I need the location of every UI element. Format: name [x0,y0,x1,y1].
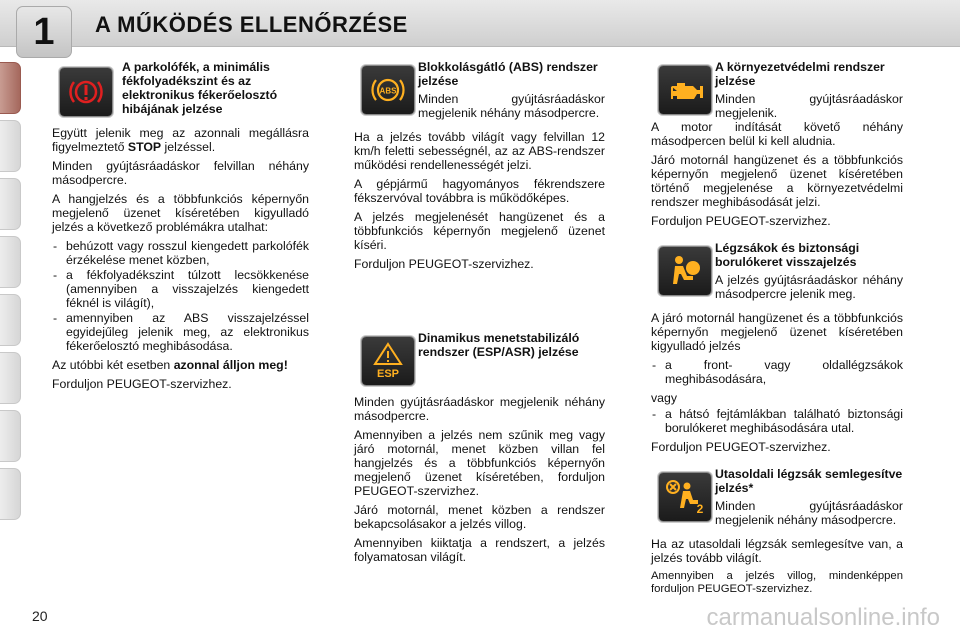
svg-text:ESP: ESP [376,368,400,380]
section-title: Blokkolásgátló (ABS) rendszer jelzése [418,60,598,88]
svg-text:2: 2 [696,502,704,516]
page-title: A MŰKÖDÉS ELLENŐRZÉSE [95,12,408,37]
page-number: 20 [32,608,48,624]
section-title: A környezetvédelmi rendszer jelzése [715,60,885,88]
section-intro: A jelzés gyújtásráadáskor néhány másodpercre jelenik meg. [715,273,903,301]
svg-text:ABS: ABS [379,86,397,96]
watermark-text: carmanualsonline.info [706,604,940,631]
paragraph: Minden gyújtásráadáskor felvillan néhány másodpercre. [52,159,309,187]
paragraph: A járó motornál hangüzenet és a többfunkciós képernyőn megjelenő üzenet kíséretében kigyulladó jelzés [651,311,903,353]
column-parking-brake [52,60,309,396]
list-item: - a front- vagy oldallégzsákok meghibásodására, [651,358,903,386]
section-header-parking-brake [52,60,309,126]
section-title: Utasoldali légzsák semlegesítve jelzés* [715,467,903,495]
paragraph: Forduljon PEUGEOT-szervizhez. [354,257,534,271]
paragraph: Járó motornál hangüzenet és a többfunkciós képernyőn megjelenő üzenet kíséretében történő megjelenése a környezetvédelmi rendszer meghibásodását jelzi. [651,153,903,209]
list-item: - behúzott vagy rosszul kiengedett parkolófék érzékelése menet közben, [52,239,309,267]
section-title: Légzsákok és biztonsági borulókeret visszajelzés [715,241,860,269]
esp-warning-icon [362,337,414,385]
list-item: - a fékfolyadékszint túlzott lecsökkenése (amennyiben a visszajelzés kiengedett féknél is világít), [52,268,309,310]
section-intro: Minden gyújtásráadáskor megjelenik néhány másodpercre. [715,499,903,527]
paragraph: A motor indítását követő néhány másodpercen belül ki kell aludnia. [651,120,903,148]
list-item: - amennyiben az ABS visszajelzéssel egyidejűleg jelenik meg, az elektronikus fékerőelosztó meghibásodása. [52,311,309,353]
paragraph: vagy [651,391,677,405]
problem-list [52,239,309,353]
paragraph: Járó motornál, menet közben a rendszer bekapcsolásakor a jelzés villog. [354,503,605,531]
side-tab[interactable] [0,352,21,404]
paragraph: A hangjelzés és a többfunkciós képernyőn megjelenő üzenet kíséretében kigyulladó jelzés a következő problémákra utalhat: [52,192,309,234]
abs-warning-icon [362,66,414,114]
airbag-list-2 [651,407,903,435]
paragraph: Együtt jelenik meg az azonnali megállásra figyelmeztető STOP jelzéssel. [52,126,309,154]
side-tab[interactable] [0,410,21,462]
stop-keyword: STOP [127,140,162,154]
parking-brake-warning-icon [60,68,112,116]
note-paragraph: Amennyiben a jelzés villog, mindenképpen forduljon PEUGEOT-szervizhez. [651,570,903,595]
section-header-abs [354,60,605,130]
passenger-airbag-off-icon [659,473,711,521]
section-title: A parkolófék, a minimális fékfolyadékszint és az elektronikus fékerőelosztó hibájának jelzése [122,60,278,116]
paragraph: Az utóbbi két esetben azonnal álljon meg! [52,358,288,372]
chapter-side-tabs [0,62,22,526]
side-tab-chapter-1[interactable] [0,62,21,114]
section-header-env [651,60,903,120]
section-intro: Minden gyújtásráadáskor megjelenik néhány másodpercre. [418,92,605,120]
section-header-airbag [651,241,903,311]
paragraph: Forduljon PEUGEOT-szervizhez. [52,377,232,391]
section-header-passenger-airbag [651,467,903,537]
paragraph: A jelzés megjelenését hangüzenet és a többfunkciós képernyőn megjelenő üzenet kíséri. [354,210,605,252]
side-tab[interactable] [0,120,21,172]
side-tab[interactable] [0,294,21,346]
column-abs-esp [354,60,605,569]
airbag-warning-icon [659,247,711,295]
chapter-number: 1 [16,6,72,58]
column-env-airbag [651,60,903,601]
paragraph: Minden gyújtásráadáskor megjelenik néhány másodpercre. [354,395,605,423]
section-header-esp [354,331,605,395]
side-tab[interactable] [0,178,21,230]
airbag-list-1 [651,358,903,386]
list-item: - a hátsó fejtámlákban található biztonsági borulókeret meghibásodására utal. [651,407,903,435]
paragraph: A gépjármű hagyományos fékrendszere fékszervóval továbbra is működőképes. [354,177,605,205]
section-intro: Minden gyújtásráadáskor megjelenik. [715,92,903,120]
paragraph: Forduljon PEUGEOT-szervizhez. [651,214,831,228]
section-title: Dinamikus menetstabilizáló rendszer (ESP/ASR) jelzése [418,331,580,359]
paragraph: Ha az utasoldali légzsák semlegesítve van, a jelzés tovább világít. [651,537,903,565]
paragraph: Amennyiben a jelzés nem szűnik meg vagy járó motornál, menet közben villan fel hangjelzés és a többfunkciós képernyőn megjelenő üzenet kíséretében, forduljon PEUGEOT-szervizhez. [354,428,605,498]
paragraph: Forduljon PEUGEOT-szervizhez. [651,440,831,454]
stop-now-warning: azonnal álljon meg! [173,358,288,372]
side-tab[interactable] [0,236,21,288]
paragraph: Ha a jelzés tovább világít vagy felvillan 12 km/h feletti sebességnél, az az ABS-rendszer működési rendellenességét jelzi. [354,130,605,172]
engine-check-icon [659,66,711,114]
side-tab[interactable] [0,468,21,520]
paragraph: Amennyiben kiiktatja a rendszert, a jelzés folyamatosan világít. [354,536,605,564]
